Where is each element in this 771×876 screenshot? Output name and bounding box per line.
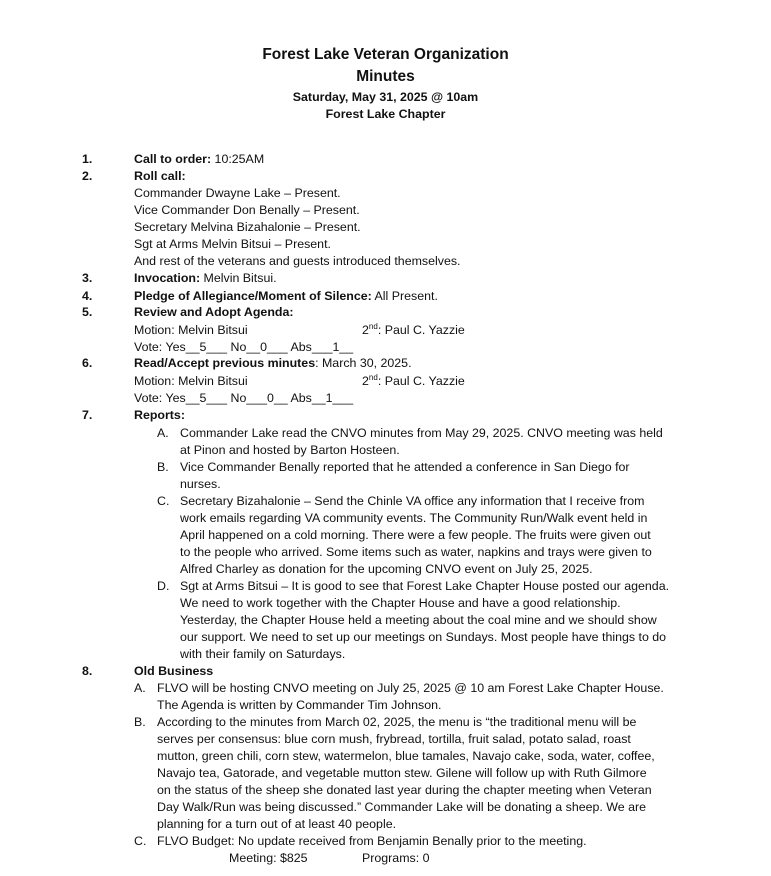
old-business-line: According to the minutes from March 02, 2025, the menu is “the traditional menu will be [157,715,637,729]
sub-letter: B. [157,460,169,474]
item-number: 1. [82,152,93,166]
item-number: 7. [82,408,93,422]
item-number: 3. [82,271,93,285]
report-line: our support. We need to set up our meetings on Sundays. Most people have things to do [180,630,667,644]
vote-yes-label: Vote: Yes [134,340,186,354]
old-business-line: FLVO Budget: No update received from Benjamin Benally prior to the meeting. [157,834,587,848]
second-suffix: nd [368,373,378,382]
vote-line [134,390,353,407]
item-number: 8. [82,664,93,678]
item-label: Old Business [134,664,214,678]
old-business-line: FLVO will be hosting CNVO meeting on July 25, 2025 @ 10 am Forest Lake Chapter House. [157,681,664,695]
old-business-line: Day Walk/Run was being discussed.” Commander Lake will be donating a sheep. We are [157,800,646,814]
item-number: 5. [82,305,93,319]
vote-no: __0___ [246,340,288,354]
second-number: 2 [362,323,369,337]
vote-abs-label: Abs [287,391,312,405]
sub-letter: C. [157,494,170,508]
meeting-date: Saturday, May 31, 2025 @ 10am [292,90,479,104]
doc-title: Minutes [356,68,415,85]
item-label: Read/Accept previous minutes [134,356,316,370]
item-label: Pledge of Allegiance/Moment of Silence: [134,289,372,303]
report-line: Alfred Charley as donation for the upcoming CNVO event on July 25, 2025. [180,562,593,576]
vote-yes: __5___ [185,340,228,354]
item-text: Melvin Bitsui. [200,271,277,285]
item-previous-minutes [134,355,412,372]
second-name: : Paul C. Yazzie [377,323,465,337]
item-text: 10:25AM [211,152,265,166]
report-line: Secretary Bizahalonie – Send the Chinle VA office any information that I receive from [180,494,645,508]
report-line: Yesterday, the Chapter House held a meeting about the coal mine and we should show [180,613,657,627]
report-line: nurses. [180,477,221,491]
item-label: Invocation: [134,271,201,285]
sub-letter: D. [157,579,170,593]
old-business-line: mutton, green chili, corn stew, watermelon, blue tamales, Navajo cake, soda, water, coffee, [157,749,655,763]
report-line: We need to work together with the Chapter House and have a good relationship. [180,596,621,610]
sub-letter: B. [134,715,146,729]
old-business-line: The Agenda is written by Commander Tim Johnson. [157,698,442,712]
vote-no: ___0__ [246,391,288,405]
item-text: All Present. [371,289,438,303]
report-line: Commander Lake read the CNVO minutes from May 29, 2025. CNVO meeting was held [180,426,663,440]
item-number: 2. [82,169,93,183]
item-number: 4. [82,289,93,303]
old-business-line: serves per consensus: blue corn mush, frybread, tortilla, fruit salad, potato salad, roast [157,732,631,746]
second-name: : Paul C. Yazzie [377,374,465,388]
sub-letter: C. [134,834,147,848]
item-label: Review and Adopt Agenda: [134,305,294,319]
org-title: Forest Lake Veteran Organization [262,46,509,63]
old-business-line: planning for a turn out of at least 40 people. [157,817,397,831]
sub-letter: A. [157,426,169,440]
report-line: Vice Commander Benally reported that he attended a conference in San Diego for [180,460,630,474]
roll-call-line: Vice Commander Don Benally – Present. [134,203,360,217]
report-line: Sgt at Arms Bitsui – It is good to see that Forest Lake Chapter House posted our agenda. [180,579,670,593]
report-line: April happened on a cold morning. There were a few people. The fruits were given out [180,528,651,542]
vote-line [134,339,353,356]
vote-no-label: No [227,391,247,405]
roll-call-line: Sgt at Arms Melvin Bitsui – Present. [134,237,331,251]
report-line: to the people who arrived. Some items such as water, napkins and trays were given to [180,545,652,559]
vote-yes: __5___ [185,391,228,405]
chapter-name: Forest Lake Chapter [325,107,446,121]
vote-yes-label: Vote: Yes [134,391,186,405]
old-business-line: on the status of the sheep she donated last year during the chapter meeting when Veteran [157,783,652,797]
roll-call-line: Secretary Melvina Bizahalonie – Present. [134,220,361,234]
motion-text: Motion: Melvin Bitsui [134,374,248,388]
second-text [362,373,465,390]
vote-abs: ___1__ [311,340,354,354]
second-number: 2 [362,374,369,388]
old-business-line: Navajo tea, Gatorade, and vegetable mutton stew. Gilene will follow up with Ruth Gilmore [157,766,647,780]
report-line: work emails regarding VA community events. The Community Run/Walk event held in [180,511,648,525]
item-label: Call to order: [134,152,212,166]
sub-letter: A. [134,681,146,695]
item-text: : March 30, 2025. [315,356,412,370]
vote-abs-label: Abs [287,340,312,354]
budget-programs: Programs: 0 [362,851,430,865]
second-suffix: nd [368,322,378,331]
roll-call-line: And rest of the veterans and guests introduced themselves. [134,254,461,268]
item-pledge [134,288,438,305]
item-label: Reports: [134,408,185,422]
report-line: with their family on Saturdays. [180,647,346,661]
roll-call-line: Commander Dwayne Lake – Present. [134,186,341,200]
item-call-to-order [134,151,264,168]
item-number: 6. [82,356,93,370]
second-text [362,322,465,339]
item-label: Roll call: [134,169,186,183]
report-line: at Pinon and hosted by Barton Hosteen. [180,443,400,457]
budget-meeting: Meeting: $825 [229,851,308,865]
item-invocation [134,270,277,287]
motion-text: Motion: Melvin Bitsui [134,323,248,337]
vote-abs: __1___ [311,391,354,405]
vote-no-label: No [227,340,247,354]
